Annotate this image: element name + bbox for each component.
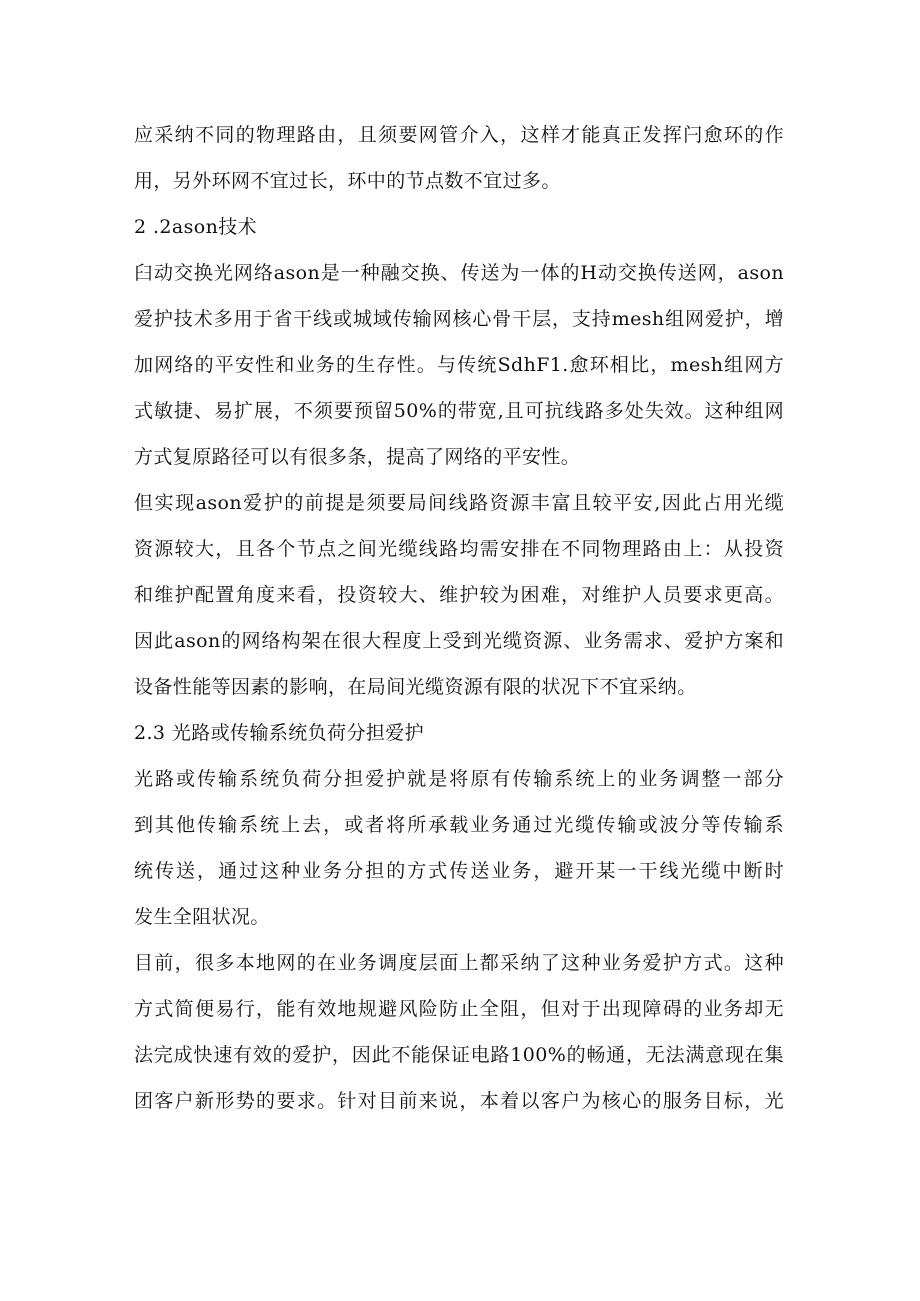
text-line: 爱护技术多用于省干线或城域传输网核心骨干层，支持mesh组网爱护，增 <box>134 308 784 330</box>
text-line: 发生全阻状况。 <box>134 906 270 928</box>
paragraph-load-sharing <box>134 756 784 940</box>
text-line: 和维护配置角度来看，投资较大、维护较为困难，对维护人员要求更高。 <box>134 584 784 606</box>
text-line: 加网络的平安性和业务的生存性。与传统SdhF1.愈环相比，mesh组网方 <box>134 354 784 376</box>
text-line: 统传送，通过这种业务分担的方式传送业务，避开某一干线光缆中断时 <box>134 860 784 882</box>
section-heading-2-3: 2.3 光路或传输系统负荷分担爱护 <box>134 722 425 744</box>
text-line: 到其他传输系统上去，或者将所承载业务通过光缆传输或波分等传输系 <box>134 814 784 836</box>
paragraph-current-status <box>134 940 784 1124</box>
text-line: 因此ason的网络构架在很大程度上受到光缆资源、业务需求、爱护方案和 <box>134 630 784 652</box>
text-line: 但实现ason爱护的前提是须要局间线路资源丰富且较平安,因此占用光缆 <box>134 492 784 514</box>
text-line: 式敏捷、易扩展，不须要预留50%的带宽,且可抗线路多处失效。这种组网 <box>134 400 784 422</box>
text-line: 应采纳不同的物理路由，且须要网管介入，这样才能真正发挥闩愈环的作 <box>134 124 784 146</box>
paragraph-continued <box>134 112 784 204</box>
text-line: 资源较大，且各个节点之间光缆线路均需安排在不同物理路由上：从投资 <box>134 538 784 560</box>
text-line: 目前，很多本地网的在业务调度层面上都采纳了这种业务爱护方式。这种 <box>134 952 784 974</box>
text-line: 臼动交换光网络ason是一种融交换、传送为一体的H动交换传送网，ason <box>134 262 784 284</box>
section-heading-2-2: 2 .2ason技术 <box>134 216 258 238</box>
text-line: 用，另外环网不宜过长，环中的节点数不宜过多。 <box>134 170 561 192</box>
text-line: 光路或传输系统负荷分担爱护就是将原有传输系统上的业务调整一部分 <box>134 768 784 790</box>
document-body <box>134 112 784 1124</box>
text-line: 方式复原路径可以有很多条，提高了网络的平安性。 <box>134 446 581 468</box>
paragraph-ason-premise <box>134 480 784 710</box>
text-line: 法完成快速有效的爱护，因此不能保证电路100%的畅通，无法满意现在集 <box>134 1044 784 1066</box>
text-line: 方式简便易行，能有效地规避风险防止全阻，但对于出现障碍的业务却无 <box>134 998 784 1020</box>
text-line: 团客户新形势的要求。针对目前来说，本着以客户为核心的服务目标，光 <box>134 1090 784 1112</box>
text-line: 设备性能等因素的影响，在局间光缆资源有限的状况下不宜采纳。 <box>134 676 697 698</box>
paragraph-ason-intro <box>134 250 784 480</box>
